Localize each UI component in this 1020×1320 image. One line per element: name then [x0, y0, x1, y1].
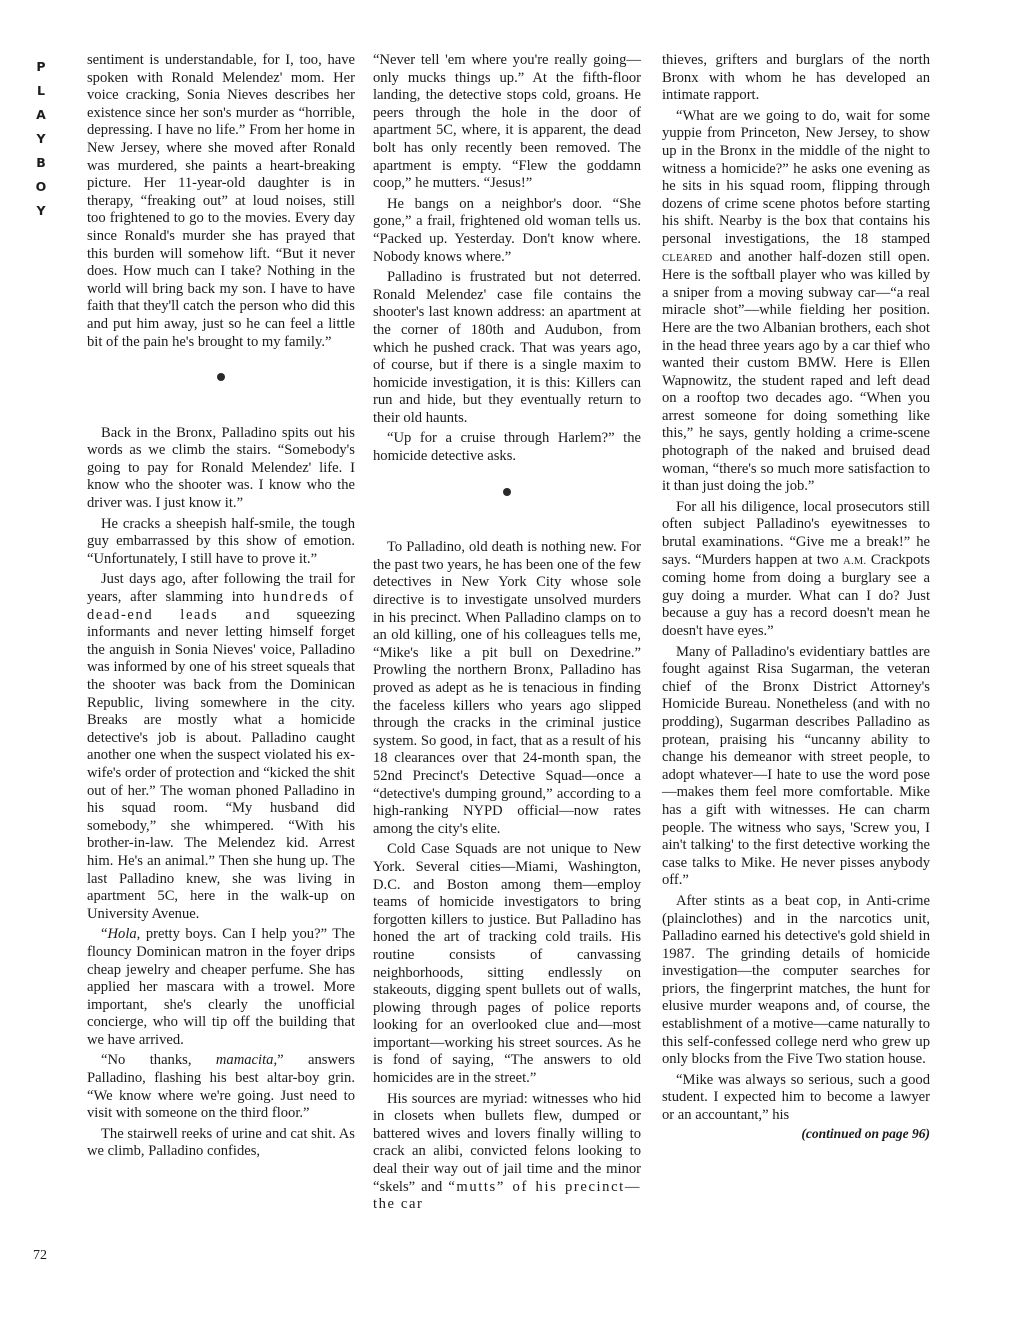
paragraph: thieves, grifters and burglars of the north Bronx with whom he has developed an intimate rapport. [662, 52, 930, 104]
paragraph: The stairwell reeks of urine and cat shit. As we climb, Palladino confides, [87, 1125, 355, 1160]
paragraph: sentiment is understandable, for I, too, have spoken with Ronald Melendez' mom. Her voice cracking, Sonia Nieves describes her existence since her son's murder as “horrible, depressing. I have no life.” From her home in New Jersey, where she moved after Ronald was murdered, she paints a heart-breaking picture. Her 11-year-old daughter is in therapy, “freaking out” at loud noises, still too frightened to go to the movies. Every day since Ronald's murder she has prayed that this burden will somehow lift. “But it never does. How much can I take? Nothing in the world will bring back my son. I have to have faith that they'll catch the person who did this and put him away, just so he can feel a little bit of the pain he's brought to my family.” [87, 52, 355, 350]
brand-letter: B [36, 155, 46, 170]
article-column-2 [373, 52, 641, 1214]
paragraph: “No thanks, mamacita,” answers Palladino, flashing his best altar-boy grin. “We know where we're going. Just need to visit with someone on the third floor.” [87, 1052, 355, 1122]
section-break-bullet [87, 369, 355, 387]
continued-on-page-note: (continued on page 96) [801, 1125, 930, 1141]
paragraph: To Palladino, old death is nothing new. For the past two years, he has been one of the few detectives in New York City whose sole directive is to investigate unsolved murders in his precinct. When Palladino clamps on to an old killing, one of his colleagues tells me, “Mike's like a pit bull on Dexedrine.” Prowling the northern Bronx, Palladino has proved as adept as he is tenacious in finding the faceless killers who years ago slipped through the cracks in the criminal justice system. So good, in fact, that as a result of his 18 clearances over that 24-month span, the 52nd Precinct's Detective Squad—once a “detective's dumping ground,” according to a high-ranking NYPD official—now rates among the city's elite. [373, 539, 641, 837]
brand-letter: A [36, 107, 46, 122]
paragraph: Cold Case Squads are not unique to New York. Several cities—Miami, Washington, D.C. and Boston among them—employ teams of homicide investigators to bring forgotten killers to justice. But Palladino has honed the art of tracking cold trails. His routine consists of canvassing neighborhoods, sitting endlessly on stakeouts, digging spent bullets out of walls, plowing through pages of police reports looking for an overlooked clue and—most important—working his street sources. As he is fond of saying, “The answers to old homicides are in the street.” [373, 841, 641, 1087]
brand-letter: P [36, 59, 46, 74]
paragraph: “Hola, pretty boys. Can I help you?” The flouncy Dominican matron in the foyer drips cheap jewelry and cheaper perfume. She has applied her mascara with a trowel. More important, she's clearly the unofficial concierge, who will tip off the building that we have arrived. [87, 926, 355, 1048]
paragraph: After stints as a beat cop, in Anti-crime (plainclothes) and in the narcotics unit, Palladino earned his detective's gold shield in 1987. The grinding details of homicide investigation—the computer searches for priors, the fingerprint matches, the hunt for elusive murder weapons and, of course, the establishment of a motive—came naturally to this self-confessed college nerd who grew up only blocks from the Five Two station house. [662, 892, 930, 1068]
magazine-brand-vertical [27, 55, 55, 223]
paragraph: Back in the Bronx, Palladino spits out his words as we climb the stairs. “Somebody's going to pay for Ronald Melendez' life. I know who the shooter was. I know who the driver was. I just know it.” [87, 424, 355, 512]
paragraph: He cracks a sheepish half-smile, the tough guy embarrassed by this show of emotion. “Unfortunately, I still have to prove it.” [87, 515, 355, 567]
paragraph: Many of Palladino's evidentiary battles are fought against Risa Sugarman, the veteran chief of the Bronx District Attorney's Homicide Bureau. Nonetheless (and with no prodding), Sugarman describes Palladino as protean, praising his “uncanny ability to change his demeanor with street people, to adopt whatever—I hate to use the word pose—makes them feel more comfortable. Mike has a gift with witnesses. He can charm people. The witness who says, 'Screw you, I ain't talking' to the first detective working the case talks to Mike. He never pisses anybody off.” [662, 643, 930, 889]
section-break-bullet [373, 484, 641, 502]
paragraph: Palladino is frustrated but not deterred. Ronald Melendez' case file contains the shooter's last known address: an apartment at the corner of 180th and Audubon, from which he pushed crack. That was years ago, of course, but if there is a single maxim to homicide investigation, it is this: Killers can run and hide, but they eventually return to their old haunts. [373, 269, 641, 426]
paragraph: “Up for a cruise through Harlem?” the homicide detective asks. [373, 430, 641, 465]
brand-letter: O [35, 179, 47, 194]
article-column-1 [87, 52, 355, 1161]
paragraph: “What are we going to do, wait for some yuppie from Princeton, New Jersey, to show up in the Bronx in the middle of the night to witness a homicide?” he asks one evening as he sits in his squad room, flipping through dozens of crime scene photos before starting his shift. Nearby is the box that contains his personal investigations, the 18 stamped CLEARED and another half-dozen still open. Here is the softball player who was killed by a sniper from a moving subway car—“a real miracle shot”—while fielding her position. Here are the two Albanian brothers, each shot in the head three years ago by a car thief who wanted their custom BMW. Here is Ellen Wapnowitz, the student raped and left dead on a rooftop two decades ago. “When you arrest someone for doing something like this,” he says, gently holding a crime-scene photograph of the naked and bruised dead woman, “there's so much more satisfaction to it than just doing the job.” [662, 107, 930, 495]
brand-letter: Y [36, 131, 46, 146]
paragraph: “Mike was always so serious, such a good student. I expected him to become a lawyer or an accountant,” his [662, 1071, 930, 1124]
paragraph: He bangs on a neighbor's door. “She gone,” a frail, frightened old woman tells us. “Packed up. Yesterday. Don't know where. Nobody knows where.” [373, 195, 641, 265]
paragraph: For all his diligence, local prosecutors still often subject Palladino's eyewitnesses to brutal examinations. “Give me a break!” he says. “Murders happen at two A.M. Crackpots coming home from doing a burglary see a guy doing a murder. What can I do? Just because a guy has a record doesn't mean he doesn't have eyes.” [662, 498, 931, 639]
paragraph: “Never tell 'em where you're really going—only mucks things up.” At the fifth-floor landing, the detective stops cold, groans. He peers through the hole in the door of apartment 5C, where, it is apparent, the dead bolt has only recently been removed. The apartment is empty. “Flew the goddamn coop,” he mutters. “Jesus!” [373, 52, 641, 192]
brand-letter: Y [36, 203, 46, 218]
paragraph: Just days ago, after following the trail for years, after slamming into hundreds of dead-end leads and squeezing informants and never letting himself forget the anguish in Sonia Nieves' voice, Palladino was informed by one of his street squeals that the shooter was back from the Dominican Republic, living somewhere in the city. Breaks are mostly what a homicide detective's job is about. Palladino caught another one when the suspect violated his ex-wife's order of protection and “kicked the shit out of her.” The woman phoned Palladino in his squad room. “My husband did somebody,” she whimpered. “With his brother-in-law. The Melendez kid. Arrest him. He's an animal.” Then she hung up. The last Palladino knew, she was living in apartment 5C, here in the walk-up on University Avenue. [87, 571, 355, 922]
page-number: 72 [33, 1248, 47, 1263]
brand-letter: L [37, 83, 45, 98]
article-column-3 [662, 52, 930, 1142]
paragraph: His sources are myriad: witnesses who hid in closets when bullets flew, dumped or battered wives and lovers finally willing to crack an alibi, convicted felons looking to deal their way out of jail time and the minor “skels” and “mutts” of his precinct—the car [373, 1090, 642, 1213]
